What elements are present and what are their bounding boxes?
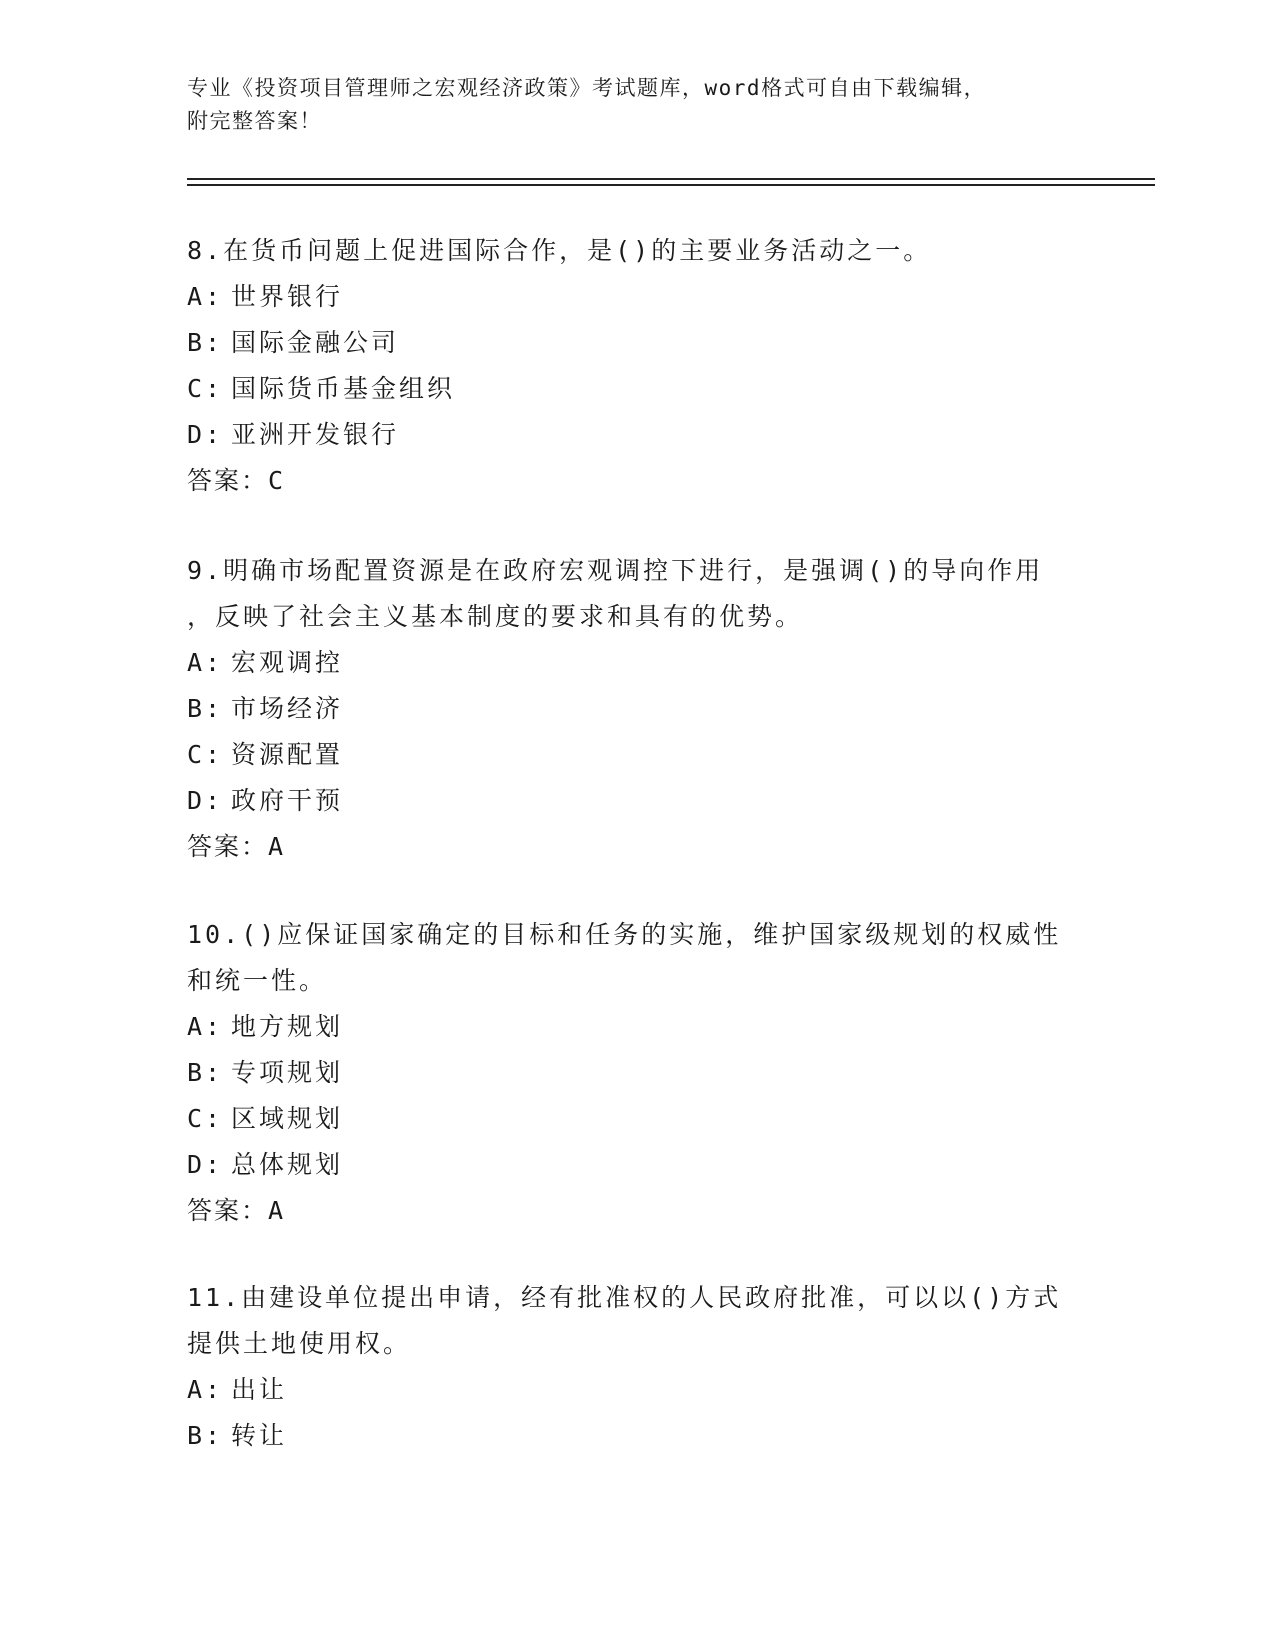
option-letter: B:: [187, 1058, 224, 1087]
option-a: [187, 640, 1087, 686]
option-text: 国际货币基金组织: [231, 374, 456, 403]
option-letter: B:: [187, 694, 224, 723]
option-text: 出让: [231, 1375, 288, 1404]
answer-label: 答案：: [187, 1196, 269, 1225]
option-b: [187, 686, 1087, 732]
option-a: [187, 1004, 1087, 1050]
question-text-line: 10.()应保证国家确定的目标和任务的实施，维护国家级规划的权威性: [187, 920, 1062, 949]
document-header: [187, 72, 1067, 138]
option-text: 区域规划: [231, 1104, 344, 1133]
header-divider-top: [187, 178, 1155, 180]
option-letter: C:: [187, 740, 224, 769]
question-text-line: 9.明确市场配置资源是在政府宏观调控下进行，是强调()的导向作用: [187, 556, 1044, 585]
option-text: 国际金融公司: [231, 328, 400, 357]
option-d: [187, 1142, 1087, 1188]
option-text: 专项规划: [231, 1058, 344, 1087]
answer-value: A: [268, 832, 286, 861]
option-letter: C:: [187, 374, 224, 403]
option-letter: D:: [187, 420, 224, 449]
header-line-1: 专业《投资项目管理师之宏观经济政策》考试题库，word格式可自由下载编辑，: [187, 76, 987, 100]
question-10: [187, 912, 1087, 1234]
answer-value: A: [268, 1196, 286, 1225]
option-letter: A:: [187, 1375, 224, 1404]
option-a: [187, 274, 1087, 320]
question-text-line: 8.在货币问题上促进国际合作，是()的主要业务活动之一。: [187, 236, 932, 265]
option-text: 政府干预: [231, 786, 344, 815]
header-line-2: 附完整答案！: [187, 109, 322, 133]
question-8: [187, 228, 1087, 504]
option-letter: D:: [187, 1150, 224, 1179]
question-text-line: ，反映了社会主义基本制度的要求和具有的优势。: [187, 602, 804, 631]
question-text-line: 11.由建设单位提出申请，经有批准权的人民政府批准，可以以()方式: [187, 1283, 1062, 1312]
question-text-line: 提供土地使用权。: [187, 1329, 412, 1358]
option-text: 地方规划: [231, 1012, 344, 1041]
answer-line: [187, 824, 1087, 870]
option-text: 市场经济: [231, 694, 344, 723]
answer-line: [187, 458, 1087, 504]
option-letter: B:: [187, 1421, 224, 1450]
option-c: [187, 366, 1087, 412]
question-text-line: 和统一性。: [187, 966, 328, 995]
option-letter: A:: [187, 1012, 224, 1041]
option-b: [187, 320, 1087, 366]
option-letter: C:: [187, 1104, 224, 1133]
answer-value: C: [268, 466, 286, 495]
option-d: [187, 778, 1087, 824]
question-9: [187, 548, 1087, 870]
header-divider-bottom: [187, 184, 1155, 186]
option-text: 亚洲开发银行: [231, 420, 400, 449]
option-text: 世界银行: [231, 282, 344, 311]
option-a: [187, 1367, 1087, 1413]
option-letter: A:: [187, 282, 224, 311]
option-text: 转让: [231, 1421, 288, 1450]
answer-line: [187, 1188, 1087, 1234]
option-letter: B:: [187, 328, 224, 357]
answer-label: 答案：: [187, 832, 269, 861]
option-text: 总体规划: [231, 1150, 344, 1179]
answer-label: 答案：: [187, 466, 269, 495]
option-b: [187, 1413, 1087, 1459]
option-text: 宏观调控: [231, 648, 344, 677]
option-b: [187, 1050, 1087, 1096]
option-letter: D:: [187, 786, 224, 815]
option-letter: A:: [187, 648, 224, 677]
option-d: [187, 412, 1087, 458]
option-text: 资源配置: [231, 740, 344, 769]
question-11: [187, 1275, 1087, 1459]
option-c: [187, 732, 1087, 778]
option-c: [187, 1096, 1087, 1142]
